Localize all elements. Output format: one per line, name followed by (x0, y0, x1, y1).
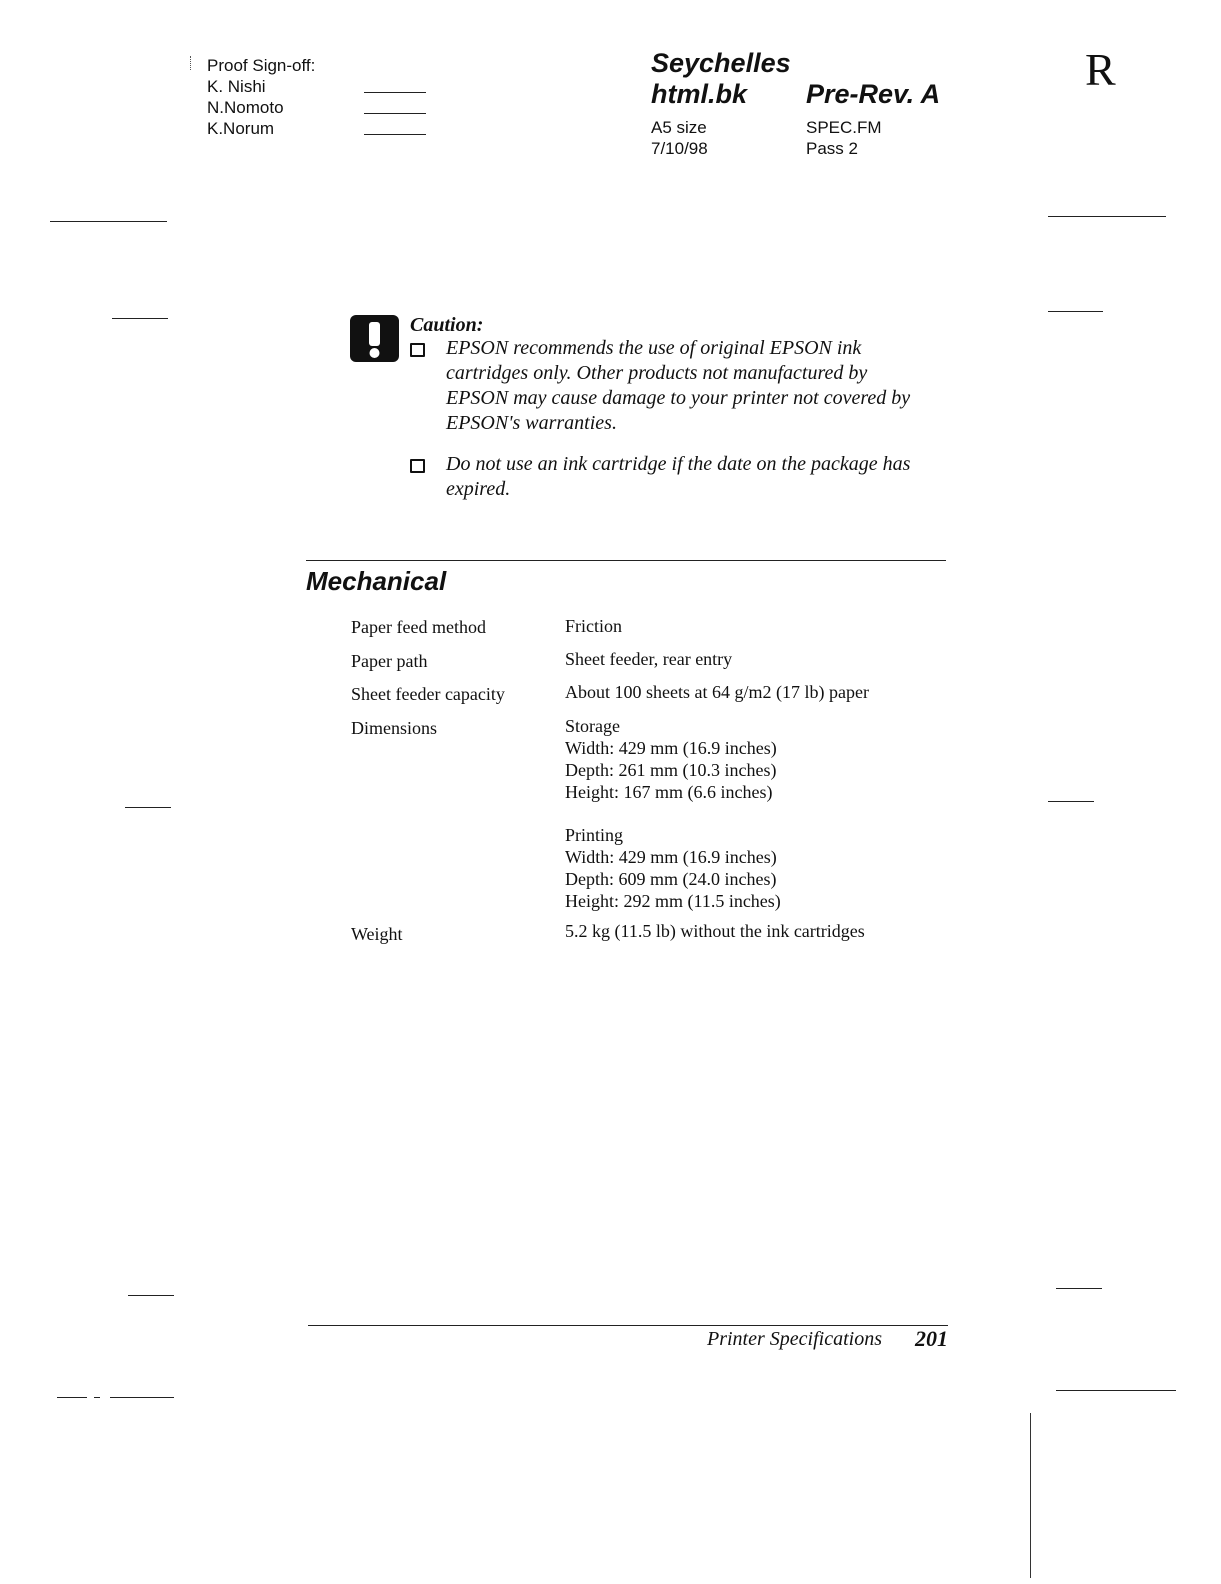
spec-value: Friction (565, 616, 622, 636)
caution-item (446, 452, 951, 502)
footer-chapter-title: Printer Specifications (707, 1328, 882, 1350)
dimensions-printing (565, 824, 781, 912)
caution-line: EPSON may cause damage to your printer not covered by (446, 387, 911, 409)
revision-label: Pre-Rev. A (806, 79, 941, 109)
crop-mark (112, 318, 168, 319)
spec-value: About 100 sheets at 64 g/m2 (17 lb) paper (565, 682, 869, 702)
caution-line: EPSON's warranties. (446, 412, 617, 434)
proof-signoff-block (207, 55, 315, 139)
crop-mark (110, 1397, 174, 1398)
book-title: Seychelles (651, 48, 791, 78)
dimension-width: Width: 429 mm (16.9 inches) (565, 738, 777, 758)
caution-line: expired. (446, 478, 511, 500)
caution-exclamation-icon (350, 315, 399, 362)
crop-mark (128, 1295, 174, 1296)
spec-label: Paper feed method (351, 617, 486, 637)
caution-line: EPSON recommends the use of original EPSON ink (446, 337, 862, 359)
dimension-heading: Storage (565, 716, 620, 736)
spec-value: Sheet feeder, rear entry (565, 649, 733, 669)
spec-label: Paper path (351, 651, 428, 671)
dimension-width: Width: 429 mm (16.9 inches) (565, 847, 777, 867)
crop-mark (50, 221, 167, 222)
signer-name: K.Norum (207, 119, 275, 138)
book-file: html.bk (651, 79, 748, 109)
spec-value: 5.2 kg (11.5 lb) without the ink cartridges (565, 921, 865, 941)
caution-line: cartridges only. Other products not manufactured by (446, 362, 868, 384)
dimension-depth: Depth: 609 mm (24.0 inches) (565, 869, 777, 889)
doc-size-date (651, 117, 708, 159)
caution-line: Do not use an ink cartridge if the date on the package has (446, 453, 911, 475)
dimensions-storage (565, 715, 777, 803)
checkbox-bullet-icon (410, 459, 425, 473)
signer-name: K. Nishi (207, 77, 266, 96)
section-title: Mechanical (306, 566, 447, 596)
book-info (651, 48, 791, 110)
crop-mark (125, 807, 171, 808)
doc-date: 7/10/98 (651, 139, 708, 158)
caution-title: Caution: (410, 314, 484, 336)
caution-item (446, 336, 951, 436)
page-number: 201 (915, 1326, 948, 1351)
spec-label: Weight (351, 924, 403, 944)
checkbox-bullet-icon (410, 343, 425, 357)
dimension-height: Height: 292 mm (11.5 inches) (565, 891, 781, 911)
doc-size: A5 size (651, 118, 707, 137)
crop-mark (1056, 1288, 1102, 1289)
crop-mark (94, 1397, 100, 1398)
signoff-margin-mark (190, 56, 191, 70)
crop-mark (57, 1397, 87, 1398)
doc-file: SPEC.FM (806, 118, 882, 137)
doc-file-pass (806, 117, 882, 159)
dimension-depth: Depth: 261 mm (10.3 inches) (565, 760, 777, 780)
dimension-heading: Printing (565, 825, 624, 845)
dimension-height: Height: 167 mm (6.6 inches) (565, 782, 773, 802)
footer-rule (308, 1325, 948, 1326)
crop-mark (1048, 801, 1094, 802)
signature-line (364, 92, 426, 93)
spec-label: Dimensions (351, 718, 438, 738)
signature-line (364, 113, 426, 114)
signature-line (364, 134, 426, 135)
spec-label: Sheet feeder capacity (351, 684, 505, 704)
corner-mark: R (1085, 44, 1116, 95)
signer-name: N.Nomoto (207, 98, 284, 117)
signoff-label: Proof Sign-off: (207, 56, 316, 75)
crop-mark-vertical (1030, 1413, 1031, 1578)
doc-pass: Pass 2 (806, 139, 858, 158)
section-rule (306, 560, 946, 561)
crop-mark (1056, 1390, 1176, 1391)
crop-mark (1048, 311, 1103, 312)
crop-mark (1048, 216, 1166, 217)
